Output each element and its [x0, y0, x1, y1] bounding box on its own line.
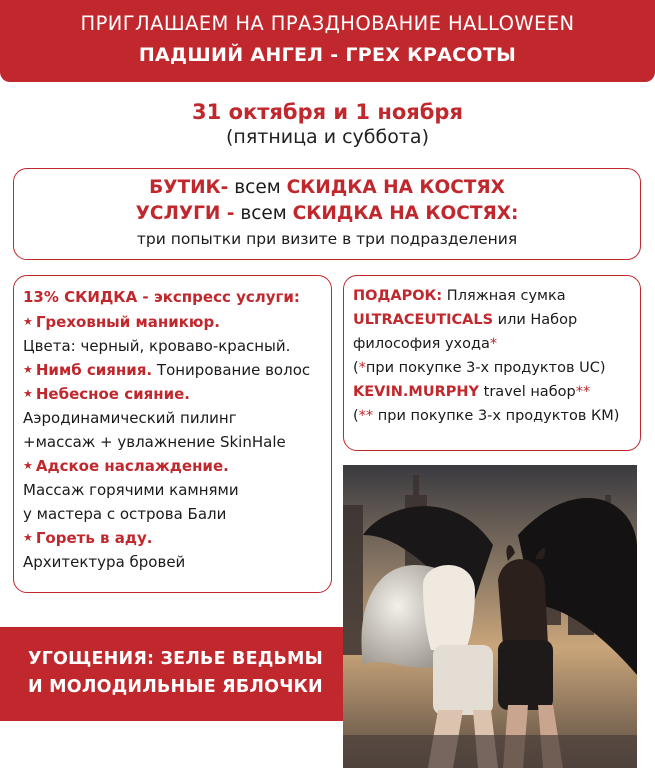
gift-line: KEVIN.MURPHY travel набор**: [353, 384, 591, 400]
services-title: 13% СКИДКА - экспресс услуги:: [23, 288, 300, 306]
gift-line: (*при покупке 3-х продуктов UC): [353, 360, 606, 376]
services-offer: СКИДКА НА КОСТЯХ:: [292, 203, 519, 224]
event-days: (пятница и суббота): [226, 126, 429, 148]
gift-line: ПОДАРОК: Пляжная сумка: [353, 288, 566, 304]
services-label: УСЛУГИ -: [135, 203, 235, 224]
footer-banner: [0, 627, 343, 721]
promo-box: [13, 168, 641, 260]
gift-line: философия ухода*: [353, 336, 498, 352]
service-desc: Аэродинамический пилинг: [23, 409, 237, 427]
footer-line-2: И МОЛОДИЛЬНЫЕ ЯБЛОЧКИ: [28, 677, 323, 697]
gift-line: ULTRACEUTICALS или Набор: [353, 312, 578, 328]
service-desc: Архитектура бровей: [23, 553, 186, 571]
service-desc: Массаж горячими камнями: [23, 481, 239, 499]
star-icon: ★: [23, 459, 33, 472]
service-item-peeling: ★ Небесное сияние.: [23, 385, 190, 403]
promo-note: три попытки при визите в три подразделения: [136, 230, 518, 248]
service-item-manicure: ★ Греховный маникюр.: [23, 313, 220, 331]
service-desc: у мастера с острова Бали: [23, 505, 227, 523]
star-icon: ★: [23, 363, 33, 376]
promo-boutique-line: [14, 177, 640, 198]
services-mid: всем: [234, 203, 293, 224]
header-invite: ПРИГЛАШАЕМ НА ПРАЗДНОВАНИЕ HALLOWEEN: [80, 12, 575, 35]
gift-line: (** при покупке 3-х продуктов КМ): [353, 408, 620, 424]
boutique-offer: СКИДКА НА КОСТЯХ: [286, 177, 505, 198]
star-icon: ★: [23, 315, 33, 328]
header-theme: ПАДШИЙ АНГЕЛ - ГРЕХ КРАСОТЫ: [138, 44, 517, 66]
boutique-mid: всем: [228, 177, 287, 198]
service-desc: +массаж + увлажнение SkinHale: [23, 433, 286, 451]
service-item-massage: ★ Адское наслаждение.: [23, 457, 229, 475]
promo-services-line: [14, 203, 640, 224]
angels-image: [343, 465, 637, 768]
boutique-label: БУТИК-: [149, 177, 229, 198]
footer-line-1: УГОЩЕНИЯ: ЗЕЛЬЕ ВЕДЬМЫ: [28, 649, 324, 669]
star-icon: ★: [23, 531, 33, 544]
event-dates: 31 октября и 1 ноября: [192, 100, 463, 124]
services-box: [13, 275, 332, 593]
service-desc: Цвета: черный, кроваво-красный.: [23, 337, 291, 355]
service-item-brows: ★ Гореть в аду.: [23, 529, 153, 547]
halloween-illustration: [343, 465, 637, 768]
gift-box: [343, 275, 641, 451]
header-banner: [0, 0, 655, 82]
star-icon: ★: [23, 387, 33, 400]
service-item-halo: ★ Нимб сияния. Тонирование волос: [23, 361, 311, 379]
